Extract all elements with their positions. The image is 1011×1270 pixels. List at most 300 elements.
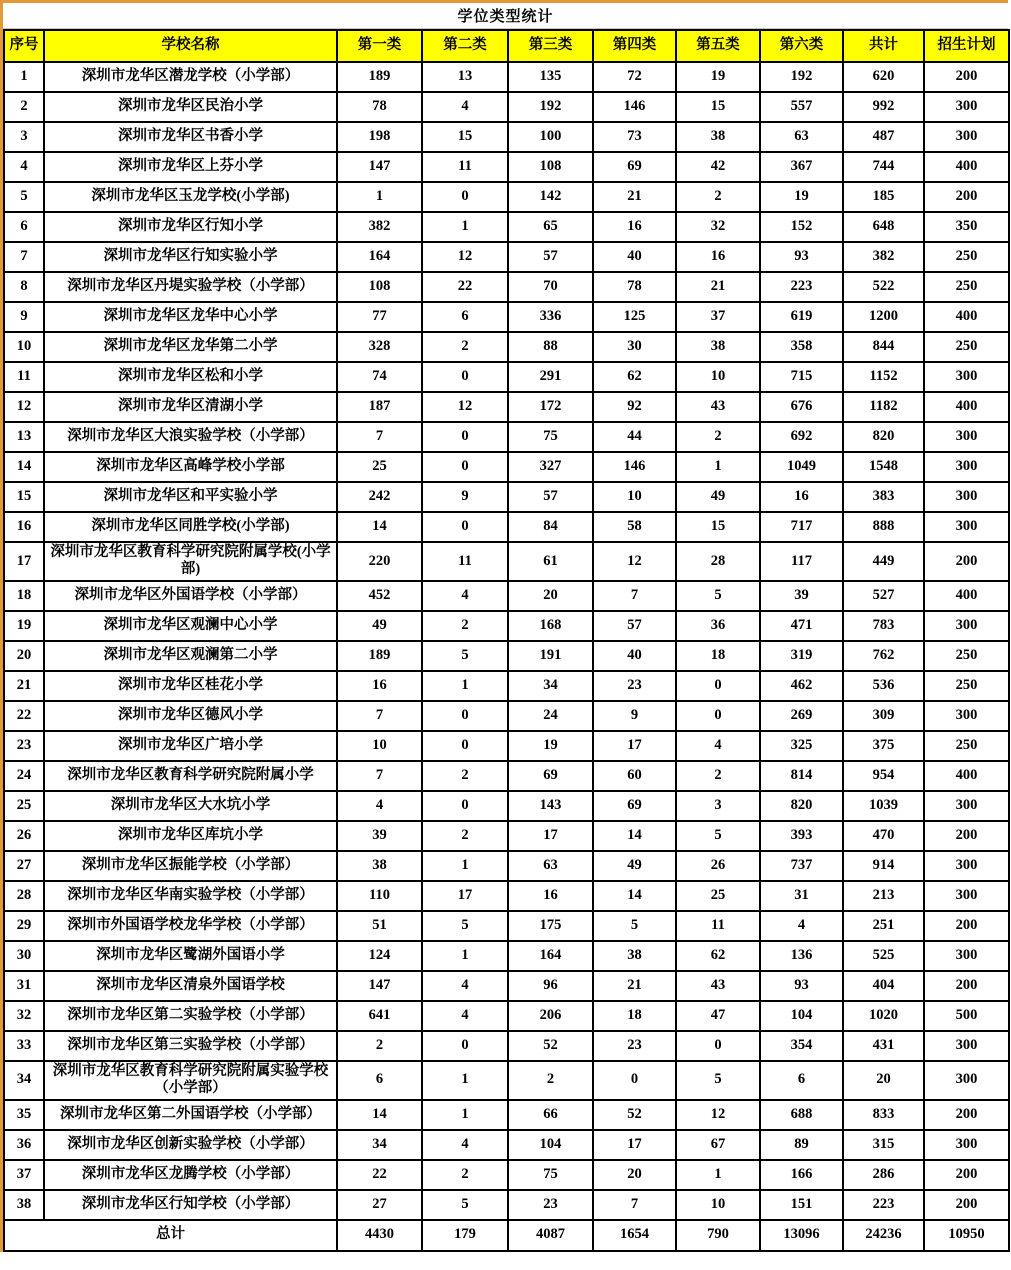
table-row — [4, 1100, 1009, 1130]
type2-count-cell: 22 — [422, 272, 508, 302]
type3-count-cell: 19 — [508, 731, 593, 761]
total-count-cell: 888 — [843, 512, 924, 542]
type1-count-cell: 22 — [337, 1160, 422, 1190]
table-row — [4, 1061, 1009, 1100]
total-count-cell: 251 — [843, 911, 924, 941]
plan-count-cell: 250 — [924, 731, 1009, 761]
type4-count-cell: 7 — [593, 1190, 676, 1220]
type4-count-cell: 38 — [593, 941, 676, 971]
type1-count-cell: 25 — [337, 452, 422, 482]
row-number-cell: 34 — [4, 1061, 44, 1100]
type3-count-cell: 108 — [508, 152, 593, 182]
table-row — [4, 701, 1009, 731]
total-count-cell: 185 — [843, 182, 924, 212]
plan-count-cell: 300 — [924, 941, 1009, 971]
type6-count-cell: 166 — [760, 1160, 843, 1190]
row-number-cell: 3 — [4, 122, 44, 152]
plan-count-cell: 200 — [924, 182, 1009, 212]
type5-count-cell: 3 — [676, 791, 760, 821]
type2-count-cell: 4 — [422, 581, 508, 611]
plan-count-cell: 300 — [924, 362, 1009, 392]
plan-count-cell: 300 — [924, 701, 1009, 731]
type4-count-cell: 0 — [593, 1061, 676, 1100]
total-count-cell: 762 — [843, 641, 924, 671]
type3-count-cell: 69 — [508, 761, 593, 791]
plan-count-cell: 300 — [924, 791, 1009, 821]
degree-type-statistics-table — [3, 29, 1010, 1252]
type1-count-cell: 27 — [337, 1190, 422, 1220]
type5-count-cell: 5 — [676, 1061, 760, 1100]
total-count-cell: 470 — [843, 821, 924, 851]
row-number-cell: 36 — [4, 1130, 44, 1160]
table-row — [4, 422, 1009, 452]
type2-count-cell: 2 — [422, 1160, 508, 1190]
type4-count-cell: 62 — [593, 362, 676, 392]
type3-count-cell: 336 — [508, 302, 593, 332]
type5-count-cell: 4 — [676, 731, 760, 761]
type2-count-cell: 0 — [422, 512, 508, 542]
table-row — [4, 1190, 1009, 1220]
type2-count-cell: 2 — [422, 761, 508, 791]
table-row — [4, 671, 1009, 701]
total-count-cell: 820 — [843, 422, 924, 452]
type2-count-cell: 9 — [422, 482, 508, 512]
plan-count-cell: 400 — [924, 581, 1009, 611]
row-number-cell: 20 — [4, 641, 44, 671]
school-name-cell: 深圳市龙华区民治小学 — [44, 92, 337, 122]
type3-count-cell: 23 — [508, 1190, 593, 1220]
table-row — [4, 362, 1009, 392]
type3-count-cell: 206 — [508, 1001, 593, 1031]
type3-count-cell: 327 — [508, 452, 593, 482]
table-row — [4, 881, 1009, 911]
column-header-type1: 第一类 — [337, 30, 422, 62]
school-name-cell: 深圳市龙华区德风小学 — [44, 701, 337, 731]
type4-count-cell: 72 — [593, 62, 676, 92]
type6-count-cell: 1049 — [760, 452, 843, 482]
type4-count-cell: 5 — [593, 911, 676, 941]
type1-count-cell: 78 — [337, 92, 422, 122]
table-title: 学位类型统计 — [3, 3, 1008, 29]
row-number-cell: 28 — [4, 881, 44, 911]
type6-count-cell: 737 — [760, 851, 843, 881]
school-name-cell: 深圳市龙华区龙腾学校（小学部） — [44, 1160, 337, 1190]
type1-count-cell: 328 — [337, 332, 422, 362]
plan-count-cell: 400 — [924, 152, 1009, 182]
type2-count-cell: 0 — [422, 1031, 508, 1061]
type5-count-cell: 16 — [676, 242, 760, 272]
column-header-type2: 第二类 — [422, 30, 508, 62]
type2-count-cell: 1 — [422, 212, 508, 242]
type4-count-cell: 21 — [593, 971, 676, 1001]
type2-count-cell: 1 — [422, 851, 508, 881]
type1-count-cell: 7 — [337, 422, 422, 452]
type2-count-cell: 0 — [422, 182, 508, 212]
type2-count-cell: 0 — [422, 452, 508, 482]
type3-count-cell: 164 — [508, 941, 593, 971]
type1-count-cell: 34 — [337, 1130, 422, 1160]
type4-count-cell: 10 — [593, 482, 676, 512]
school-name-cell: 深圳市龙华区玉龙学校(小学部) — [44, 182, 337, 212]
type6-count-cell: 393 — [760, 821, 843, 851]
row-number-cell: 33 — [4, 1031, 44, 1061]
type2-count-cell: 13 — [422, 62, 508, 92]
type1-count-cell: 452 — [337, 581, 422, 611]
type4-count-cell: 12 — [593, 542, 676, 581]
type2-count-cell: 11 — [422, 542, 508, 581]
total-count-cell: 309 — [843, 701, 924, 731]
row-number-cell: 30 — [4, 941, 44, 971]
type3-count-cell: 20 — [508, 581, 593, 611]
type3-count-cell: 61 — [508, 542, 593, 581]
type6-count-cell: 151 — [760, 1190, 843, 1220]
type3-count-cell: 142 — [508, 182, 593, 212]
plan-count-cell: 250 — [924, 671, 1009, 701]
school-name-cell: 深圳市龙华区教育科学研究院附属小学 — [44, 761, 337, 791]
type6-count-cell: 269 — [760, 701, 843, 731]
table-body — [4, 62, 1009, 1251]
plan-count-cell: 400 — [924, 392, 1009, 422]
total-count-cell: 954 — [843, 761, 924, 791]
type4-count-cell: 14 — [593, 821, 676, 851]
plan-count-cell: 300 — [924, 422, 1009, 452]
type5-count-cell: 43 — [676, 971, 760, 1001]
school-name-cell: 深圳市龙华区教育科学研究院附属实验学校（小学部） — [44, 1061, 337, 1100]
type1-count-cell: 10 — [337, 731, 422, 761]
type5-count-cell: 42 — [676, 152, 760, 182]
type5-count-cell: 38 — [676, 332, 760, 362]
type5-count-cell: 12 — [676, 1100, 760, 1130]
type2-count-cell: 11 — [422, 152, 508, 182]
column-header-total: 共计 — [843, 30, 924, 62]
type1-count-cell: 1 — [337, 182, 422, 212]
type6-count-cell: 104 — [760, 1001, 843, 1031]
type2-count-cell: 2 — [422, 611, 508, 641]
column-header-type4: 第四类 — [593, 30, 676, 62]
row-number-cell: 22 — [4, 701, 44, 731]
school-name-cell: 深圳市龙华区广培小学 — [44, 731, 337, 761]
table-row — [4, 761, 1009, 791]
type6-count-cell: 192 — [760, 62, 843, 92]
plan-count-cell: 300 — [924, 881, 1009, 911]
type1-count-cell: 38 — [337, 851, 422, 881]
type3-count-cell: 16 — [508, 881, 593, 911]
type5-count-cell: 26 — [676, 851, 760, 881]
type2-count-cell: 4 — [422, 971, 508, 1001]
grand-total-type3-cell: 4087 — [508, 1220, 593, 1251]
school-name-cell: 深圳市龙华区第二外国语学校（小学部） — [44, 1100, 337, 1130]
type6-count-cell: 136 — [760, 941, 843, 971]
grand-total-sum-cell: 24236 — [843, 1220, 924, 1251]
type6-count-cell: 93 — [760, 242, 843, 272]
table-row — [4, 641, 1009, 671]
school-name-cell: 深圳市龙华区和平实验小学 — [44, 482, 337, 512]
type1-count-cell: 187 — [337, 392, 422, 422]
type4-count-cell: 49 — [593, 851, 676, 881]
type6-count-cell: 152 — [760, 212, 843, 242]
type5-count-cell: 0 — [676, 1031, 760, 1061]
type5-count-cell: 18 — [676, 641, 760, 671]
column-header-plan: 招生计划 — [924, 30, 1009, 62]
type4-count-cell: 17 — [593, 1130, 676, 1160]
type2-count-cell: 5 — [422, 911, 508, 941]
table-row — [4, 482, 1009, 512]
row-number-cell: 31 — [4, 971, 44, 1001]
plan-count-cell: 300 — [924, 482, 1009, 512]
type5-count-cell: 25 — [676, 881, 760, 911]
row-number-cell: 13 — [4, 422, 44, 452]
type4-count-cell: 52 — [593, 1100, 676, 1130]
row-number-cell: 7 — [4, 242, 44, 272]
total-count-cell: 449 — [843, 542, 924, 581]
type1-count-cell: 2 — [337, 1031, 422, 1061]
total-count-cell: 286 — [843, 1160, 924, 1190]
total-count-cell: 382 — [843, 242, 924, 272]
type3-count-cell: 104 — [508, 1130, 593, 1160]
table-row — [4, 452, 1009, 482]
plan-count-cell: 300 — [924, 1061, 1009, 1100]
type3-count-cell: 96 — [508, 971, 593, 1001]
plan-count-cell: 300 — [924, 851, 1009, 881]
plan-count-cell: 350 — [924, 212, 1009, 242]
type2-count-cell: 0 — [422, 791, 508, 821]
table-row — [4, 152, 1009, 182]
type2-count-cell: 17 — [422, 881, 508, 911]
school-name-cell: 深圳市龙华区龙华第二小学 — [44, 332, 337, 362]
type1-count-cell: 16 — [337, 671, 422, 701]
table-row — [4, 791, 1009, 821]
row-number-cell: 35 — [4, 1100, 44, 1130]
type3-count-cell: 24 — [508, 701, 593, 731]
type3-count-cell: 2 — [508, 1061, 593, 1100]
type6-count-cell: 39 — [760, 581, 843, 611]
type6-count-cell: 557 — [760, 92, 843, 122]
school-name-cell: 深圳市龙华区丹堤实验学校（小学部） — [44, 272, 337, 302]
school-name-cell: 深圳市龙华区振能学校（小学部） — [44, 851, 337, 881]
type2-count-cell: 0 — [422, 422, 508, 452]
type6-count-cell: 89 — [760, 1130, 843, 1160]
type6-count-cell: 325 — [760, 731, 843, 761]
type5-count-cell: 32 — [676, 212, 760, 242]
type3-count-cell: 291 — [508, 362, 593, 392]
school-name-cell: 深圳市龙华区行知学校（小学部） — [44, 1190, 337, 1220]
table-row — [4, 332, 1009, 362]
row-number-cell: 11 — [4, 362, 44, 392]
plan-count-cell: 300 — [924, 1130, 1009, 1160]
school-name-cell: 深圳市龙华区龙华中心小学 — [44, 302, 337, 332]
type2-count-cell: 6 — [422, 302, 508, 332]
type3-count-cell: 192 — [508, 92, 593, 122]
school-name-cell: 深圳市龙华区第二实验学校（小学部） — [44, 1001, 337, 1031]
type4-count-cell: 78 — [593, 272, 676, 302]
total-count-cell: 620 — [843, 62, 924, 92]
type5-count-cell: 11 — [676, 911, 760, 941]
plan-count-cell: 200 — [924, 821, 1009, 851]
type4-count-cell: 18 — [593, 1001, 676, 1031]
type5-count-cell: 28 — [676, 542, 760, 581]
plan-count-cell: 300 — [924, 512, 1009, 542]
table-row — [4, 92, 1009, 122]
type3-count-cell: 34 — [508, 671, 593, 701]
school-name-cell: 深圳市龙华区观澜中心小学 — [44, 611, 337, 641]
type5-count-cell: 43 — [676, 392, 760, 422]
row-number-cell: 5 — [4, 182, 44, 212]
total-count-cell: 383 — [843, 482, 924, 512]
school-name-cell: 深圳市外国语学校龙华学校（小学部） — [44, 911, 337, 941]
type6-count-cell: 676 — [760, 392, 843, 422]
type5-count-cell: 36 — [676, 611, 760, 641]
grand-total-type5-cell: 790 — [676, 1220, 760, 1251]
type2-count-cell: 5 — [422, 1190, 508, 1220]
school-name-cell: 深圳市龙华区教育科学研究院附属学校(小学部) — [44, 542, 337, 581]
plan-count-cell: 300 — [924, 122, 1009, 152]
type4-count-cell: 125 — [593, 302, 676, 332]
school-name-cell: 深圳市龙华区书香小学 — [44, 122, 337, 152]
plan-count-cell: 500 — [924, 1001, 1009, 1031]
row-number-cell: 19 — [4, 611, 44, 641]
total-count-cell: 525 — [843, 941, 924, 971]
type5-count-cell: 47 — [676, 1001, 760, 1031]
type5-count-cell: 21 — [676, 272, 760, 302]
total-count-cell: 914 — [843, 851, 924, 881]
type1-count-cell: 382 — [337, 212, 422, 242]
type1-count-cell: 51 — [337, 911, 422, 941]
row-number-cell: 38 — [4, 1190, 44, 1220]
table-row — [4, 971, 1009, 1001]
type6-count-cell: 462 — [760, 671, 843, 701]
type4-count-cell: 30 — [593, 332, 676, 362]
school-name-cell: 深圳市龙华区外国语学校（小学部） — [44, 581, 337, 611]
type6-count-cell: 19 — [760, 182, 843, 212]
type5-count-cell: 37 — [676, 302, 760, 332]
type4-count-cell: 73 — [593, 122, 676, 152]
plan-count-cell: 200 — [924, 1190, 1009, 1220]
type1-count-cell: 14 — [337, 1100, 422, 1130]
type2-count-cell: 4 — [422, 92, 508, 122]
table-row — [4, 941, 1009, 971]
total-count-cell: 522 — [843, 272, 924, 302]
total-count-cell: 375 — [843, 731, 924, 761]
table-row — [4, 1001, 1009, 1031]
type6-count-cell: 63 — [760, 122, 843, 152]
type5-count-cell: 19 — [676, 62, 760, 92]
type6-count-cell: 93 — [760, 971, 843, 1001]
table-row — [4, 512, 1009, 542]
table-row — [4, 1130, 1009, 1160]
grand-total-label-cell: 总计 — [4, 1220, 337, 1251]
type4-count-cell: 16 — [593, 212, 676, 242]
type1-count-cell: 14 — [337, 512, 422, 542]
type5-count-cell: 2 — [676, 422, 760, 452]
plan-count-cell: 250 — [924, 242, 1009, 272]
total-count-cell: 648 — [843, 212, 924, 242]
total-count-cell: 404 — [843, 971, 924, 1001]
type5-count-cell: 1 — [676, 452, 760, 482]
total-count-cell: 487 — [843, 122, 924, 152]
type1-count-cell: 164 — [337, 242, 422, 272]
type1-count-cell: 6 — [337, 1061, 422, 1100]
type3-count-cell: 57 — [508, 482, 593, 512]
type1-count-cell: 108 — [337, 272, 422, 302]
total-count-cell: 20 — [843, 1061, 924, 1100]
row-number-cell: 29 — [4, 911, 44, 941]
type4-count-cell: 7 — [593, 581, 676, 611]
total-count-cell: 536 — [843, 671, 924, 701]
type4-count-cell: 146 — [593, 452, 676, 482]
type2-count-cell: 4 — [422, 1130, 508, 1160]
type4-count-cell: 20 — [593, 1160, 676, 1190]
type2-count-cell: 2 — [422, 821, 508, 851]
plan-count-cell: 300 — [924, 92, 1009, 122]
type5-count-cell: 15 — [676, 512, 760, 542]
plan-count-cell: 400 — [924, 761, 1009, 791]
plan-count-cell: 300 — [924, 452, 1009, 482]
school-name-cell: 深圳市龙华区大浪实验学校（小学部） — [44, 422, 337, 452]
type4-count-cell: 23 — [593, 671, 676, 701]
row-number-cell: 17 — [4, 542, 44, 581]
row-number-cell: 1 — [4, 62, 44, 92]
type6-count-cell: 367 — [760, 152, 843, 182]
plan-count-cell: 200 — [924, 1160, 1009, 1190]
school-name-cell: 深圳市龙华区桂花小学 — [44, 671, 337, 701]
table-row — [4, 851, 1009, 881]
type4-count-cell: 40 — [593, 242, 676, 272]
row-number-cell: 24 — [4, 761, 44, 791]
type3-count-cell: 57 — [508, 242, 593, 272]
grand-total-type2-cell: 179 — [422, 1220, 508, 1251]
grand-total-type1-cell: 4430 — [337, 1220, 422, 1251]
plan-count-cell: 200 — [924, 542, 1009, 581]
type6-count-cell: 16 — [760, 482, 843, 512]
type2-count-cell: 4 — [422, 1001, 508, 1031]
type1-count-cell: 77 — [337, 302, 422, 332]
type1-count-cell: 189 — [337, 62, 422, 92]
table-row — [4, 212, 1009, 242]
grand-total-type4-cell: 1654 — [593, 1220, 676, 1251]
school-name-cell: 深圳市龙华区行知小学 — [44, 212, 337, 242]
type4-count-cell: 60 — [593, 761, 676, 791]
school-name-cell: 深圳市龙华区清泉外国语学校 — [44, 971, 337, 1001]
row-number-cell: 6 — [4, 212, 44, 242]
type6-count-cell: 31 — [760, 881, 843, 911]
type5-count-cell: 0 — [676, 701, 760, 731]
total-count-cell: 992 — [843, 92, 924, 122]
type6-count-cell: 814 — [760, 761, 843, 791]
type4-count-cell: 146 — [593, 92, 676, 122]
type1-count-cell: 39 — [337, 821, 422, 851]
type5-count-cell: 15 — [676, 92, 760, 122]
type2-count-cell: 1 — [422, 1100, 508, 1130]
type3-count-cell: 63 — [508, 851, 593, 881]
row-number-cell: 10 — [4, 332, 44, 362]
row-number-cell: 15 — [4, 482, 44, 512]
row-number-cell: 21 — [4, 671, 44, 701]
type1-count-cell: 4 — [337, 791, 422, 821]
school-name-cell: 深圳市龙华区清湖小学 — [44, 392, 337, 422]
school-name-cell: 深圳市龙华区华南实验学校（小学部） — [44, 881, 337, 911]
type6-count-cell: 117 — [760, 542, 843, 581]
table-row — [4, 182, 1009, 212]
row-number-cell: 9 — [4, 302, 44, 332]
type3-count-cell: 70 — [508, 272, 593, 302]
type4-count-cell: 23 — [593, 1031, 676, 1061]
table-row — [4, 122, 1009, 152]
type3-count-cell: 143 — [508, 791, 593, 821]
type3-count-cell: 66 — [508, 1100, 593, 1130]
type2-count-cell: 0 — [422, 362, 508, 392]
column-header-type3: 第三类 — [508, 30, 593, 62]
total-count-cell: 431 — [843, 1031, 924, 1061]
